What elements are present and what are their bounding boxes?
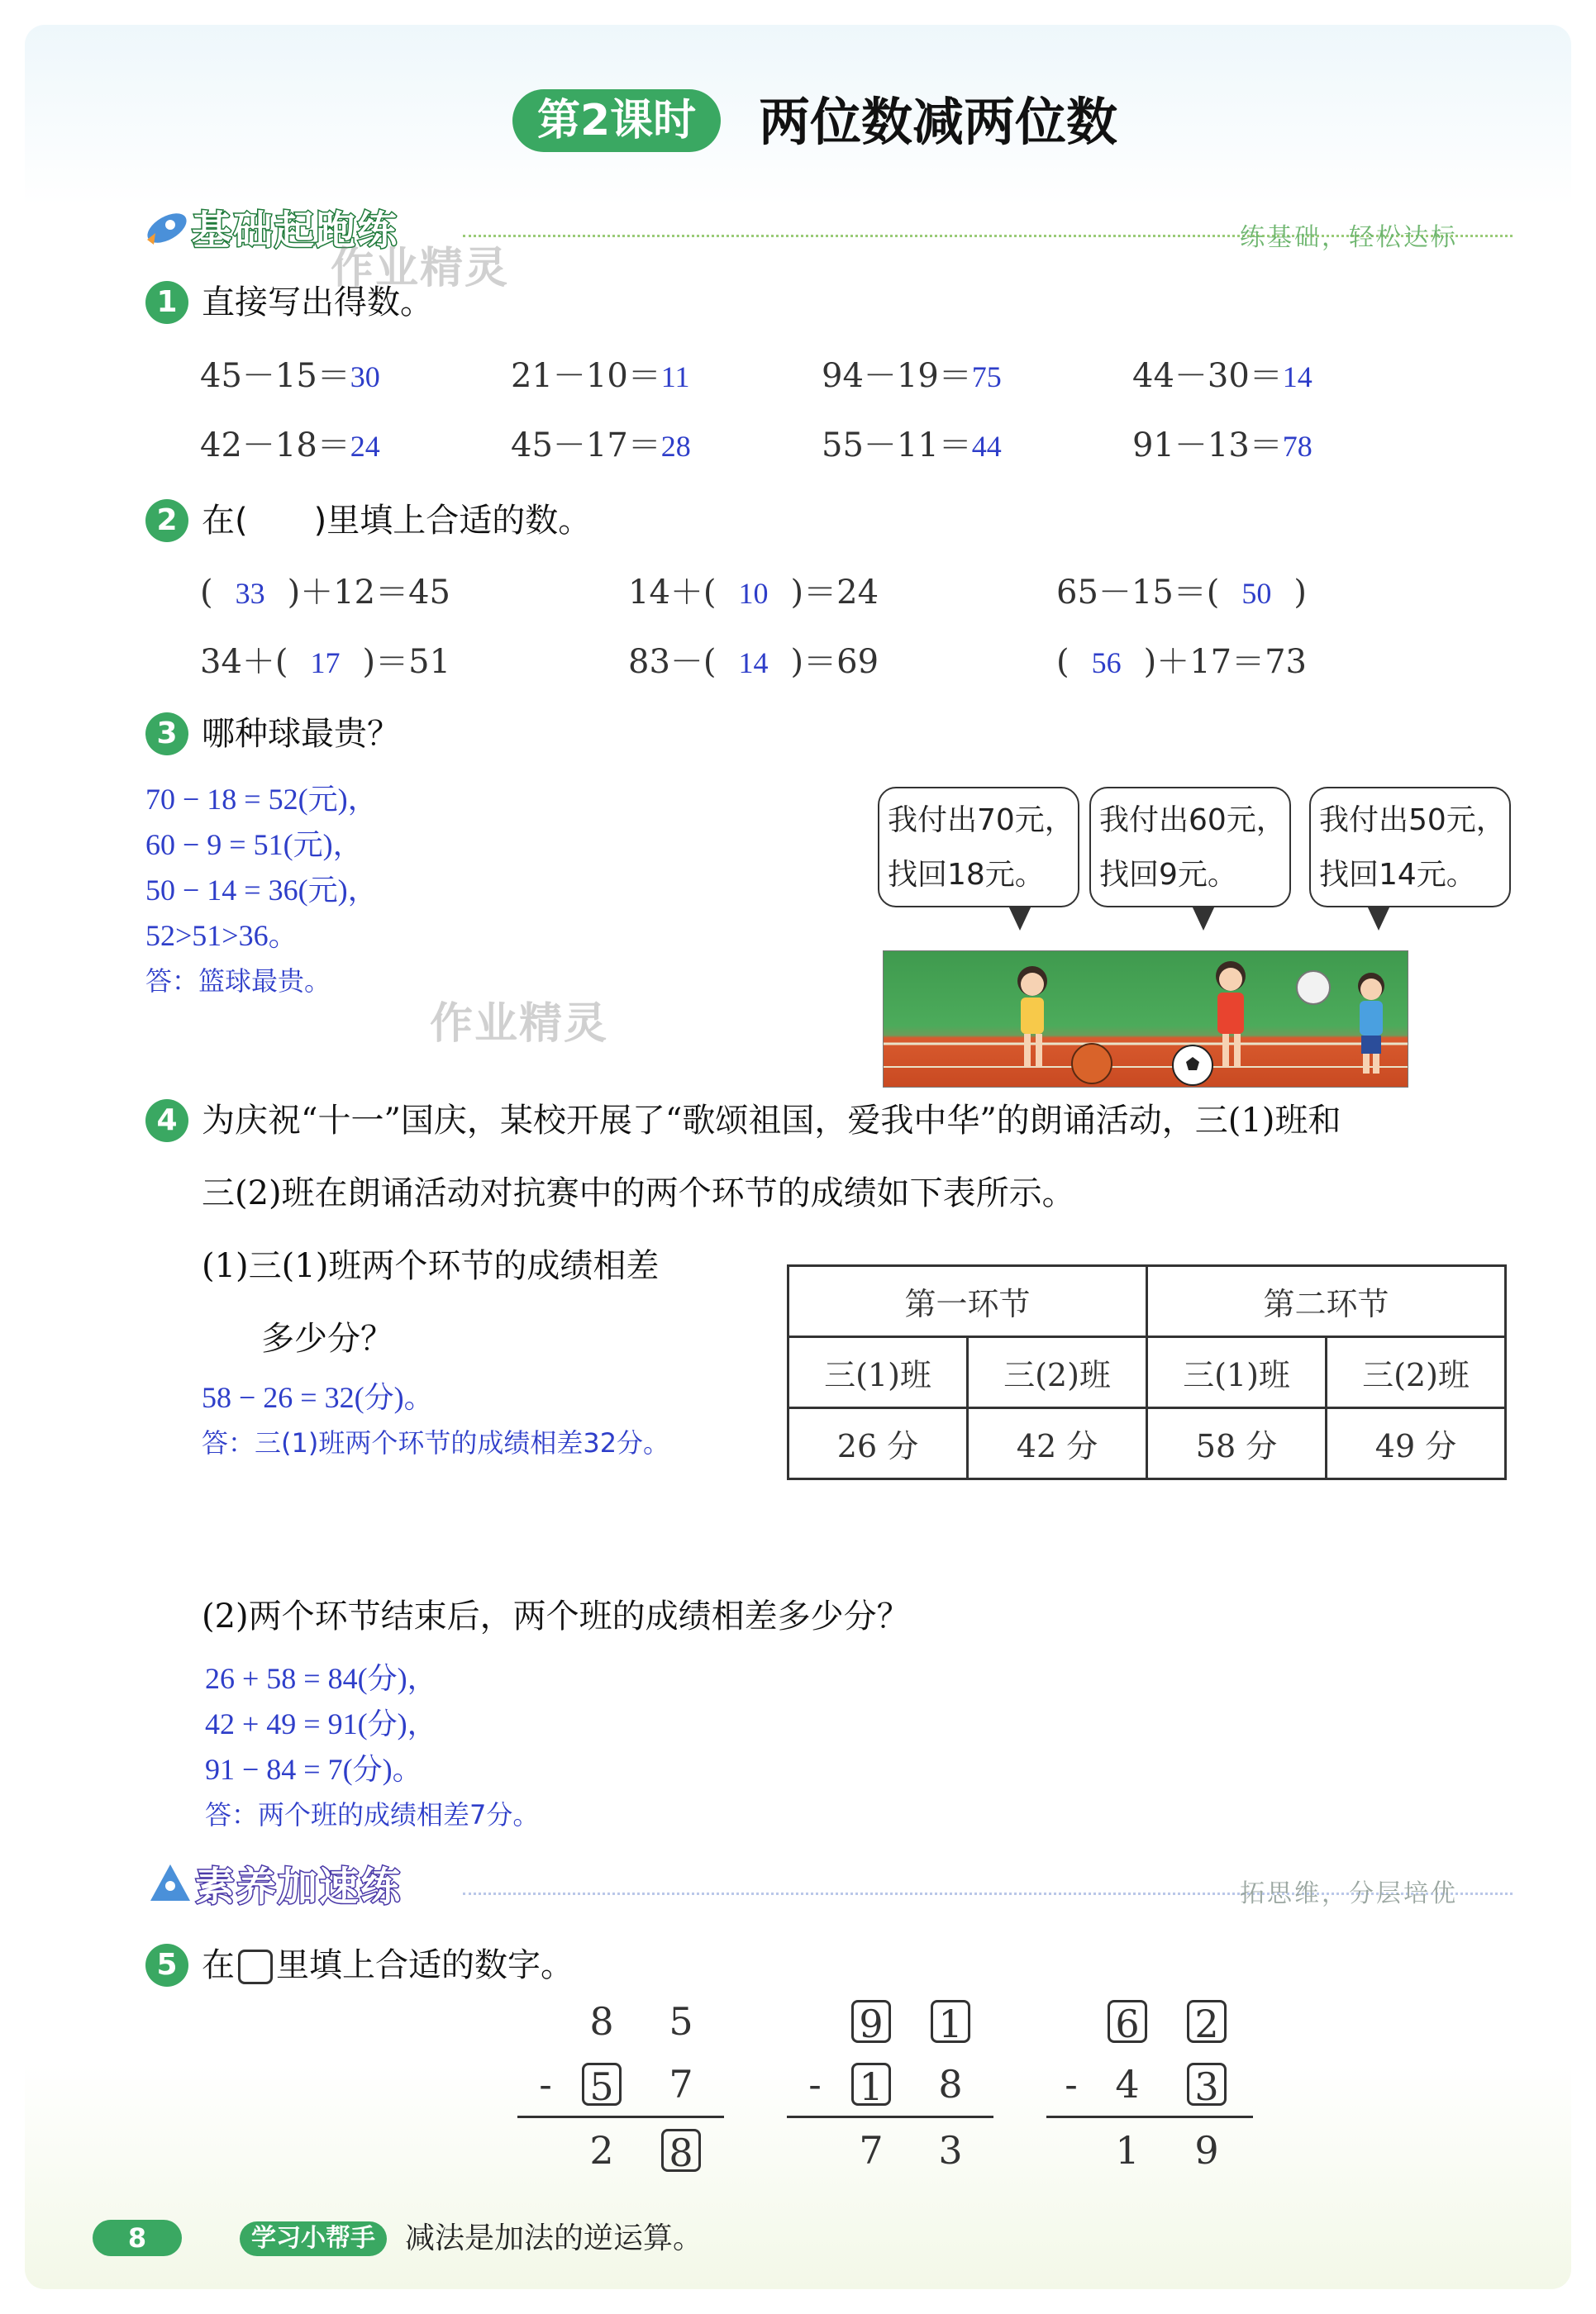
q2-item: 14＋( 10 )＝24	[628, 574, 879, 612]
q3-solution: 70 − 18 = 52(元)， 60 − 9 = 51(元)， 50 − 14 = 36(元)， 52>51>36。 答：篮球最贵。	[145, 783, 378, 997]
sum-line	[787, 2116, 993, 2118]
subquestion-text: (1)三(1)班两个环节的成绩相差	[202, 1247, 660, 1285]
table-cell: 三(1)班	[788, 1337, 968, 1408]
q1-item: 55－11＝44	[822, 426, 1002, 464]
table-cell: 三(2)班	[968, 1337, 1147, 1408]
minus-sign: -	[808, 2062, 822, 2107]
speech-bubble-tail	[1367, 906, 1390, 931]
section2-title: 素养加速练	[195, 1864, 403, 1910]
helper-badge: 学习小帮手	[240, 2221, 387, 2256]
q2-item: ( 56 )＋17＝73	[1056, 643, 1308, 681]
question-number: 2	[145, 499, 188, 542]
sum-line	[1046, 2116, 1253, 2118]
speech-bubble-tail	[1008, 906, 1031, 931]
q1-item: 44－30＝14	[1132, 357, 1313, 395]
answer-box: 6	[1108, 2000, 1147, 2043]
lesson-title: 两位数减两位数	[759, 92, 1118, 152]
watermark: 作业精灵	[331, 244, 510, 293]
helper-tip: 减法是加法的逆运算。	[405, 2221, 703, 2255]
page-number: 8	[93, 2220, 182, 2256]
digit: 5	[669, 1999, 693, 2044]
section1-title: 基础起跑练	[192, 207, 399, 254]
speech-bubble: 我付出70元， 找回18元。	[878, 787, 1079, 907]
question-text: 为庆祝“十一”国庆，某校开展了“歌颂祖国，爱我中华”的朗诵活动，三(1)班和	[202, 1102, 1341, 1140]
answer-box: 3	[1187, 2063, 1227, 2106]
question-title: 在( )里填上合适的数。	[202, 502, 592, 540]
q1-item: 45－15＝30	[200, 357, 380, 395]
question-number: 1	[145, 281, 188, 324]
answer-box: 2	[1187, 2000, 1227, 2043]
section2-subtitle: 拓思维，分层培优	[1240, 1879, 1458, 1908]
digit: 2	[589, 2128, 614, 2173]
subquestion-text: (2)两个环节结束后，两个班的成绩相差多少分？	[202, 1597, 910, 1636]
q1-item: 45－17＝28	[511, 426, 691, 464]
watermark: 作业精灵	[430, 999, 609, 1049]
q2-item: 34＋( 17 )＝51	[200, 643, 451, 681]
digit: 9	[1194, 2128, 1219, 2173]
q1-item: 91－13＝78	[1132, 426, 1313, 464]
speech-bubble-tail	[1192, 906, 1215, 931]
q4-sub1-solution: 58 − 26 = 32(分)。 答：三(1)班两个环节的成绩相差32分。	[202, 1381, 670, 1459]
rocket-icon	[145, 1859, 195, 1906]
digit: 3	[938, 2128, 963, 2173]
table-cell: 42 分	[968, 1408, 1147, 1479]
table-cell: 三(1)班	[1147, 1337, 1327, 1408]
q2-item: ( 33 )＋12＝45	[200, 574, 451, 612]
answer-box: 1	[931, 2000, 970, 2043]
section1-subtitle: 练基础，轻松达标	[1240, 223, 1458, 252]
q4-sub2-solution: 26 + 58 = 84(分)， 42 + 49 = 91(分)， 91 − 84 = 7(分)。 答：两个班的成绩相差7分。	[205, 1662, 540, 1831]
table-cell: 三(2)班	[1327, 1337, 1506, 1408]
subquestion-text: 多少分？	[261, 1320, 393, 1358]
question-title: 哪种球最贵？	[202, 715, 400, 753]
table-cell: 58 分	[1147, 1408, 1327, 1479]
question-title: 直接写出得数。	[202, 283, 433, 321]
lesson-label: 第2课时	[512, 89, 721, 152]
table-header: 第一环节	[788, 1266, 1147, 1337]
question-text: 三(2)班在朗诵活动对抗赛中的两个环节的成绩如下表所示。	[202, 1174, 1075, 1212]
question-number: 3	[145, 712, 188, 755]
minus-sign: -	[1065, 2062, 1078, 2107]
answer-box: 9	[851, 2000, 891, 2043]
q2-item: 83－( 14 )＝69	[628, 643, 879, 681]
digit: 7	[859, 2128, 884, 2173]
rocket-icon	[142, 203, 193, 250]
digit: 7	[669, 2062, 693, 2107]
q1-item: 21－10＝11	[511, 357, 690, 395]
q2-item: 65－15＝( 50 )	[1056, 574, 1308, 612]
speech-bubble: 我付出50元， 找回14元。	[1309, 787, 1511, 907]
answer-box: 8	[661, 2129, 701, 2172]
question-number: 4	[145, 1099, 188, 1142]
question-number: 5	[145, 1944, 188, 1987]
speech-bubble: 我付出60元， 找回9元。	[1089, 787, 1291, 907]
table-cell: 49 分	[1327, 1408, 1506, 1479]
minus-sign: -	[539, 2062, 552, 2107]
digit: 8	[589, 1999, 614, 2044]
digit: 1	[1115, 2128, 1140, 2173]
q1-item: 94－19＝75	[822, 357, 1002, 395]
table-cell: 26 分	[788, 1408, 968, 1479]
answer-box: 1	[851, 2063, 891, 2106]
sports-scene-illustration	[883, 950, 1408, 1088]
score-table	[787, 1264, 1507, 1480]
answer-box: 5	[582, 2063, 622, 2106]
question-title: 在 里填上合适的数字。	[202, 1946, 574, 1984]
digit: 4	[1115, 2062, 1140, 2107]
digit: 8	[938, 2062, 963, 2107]
sum-line	[517, 2116, 724, 2118]
children-with-balls-image	[884, 951, 1408, 1088]
table-header: 第二环节	[1147, 1266, 1506, 1337]
q1-item: 42－18＝24	[200, 426, 380, 464]
